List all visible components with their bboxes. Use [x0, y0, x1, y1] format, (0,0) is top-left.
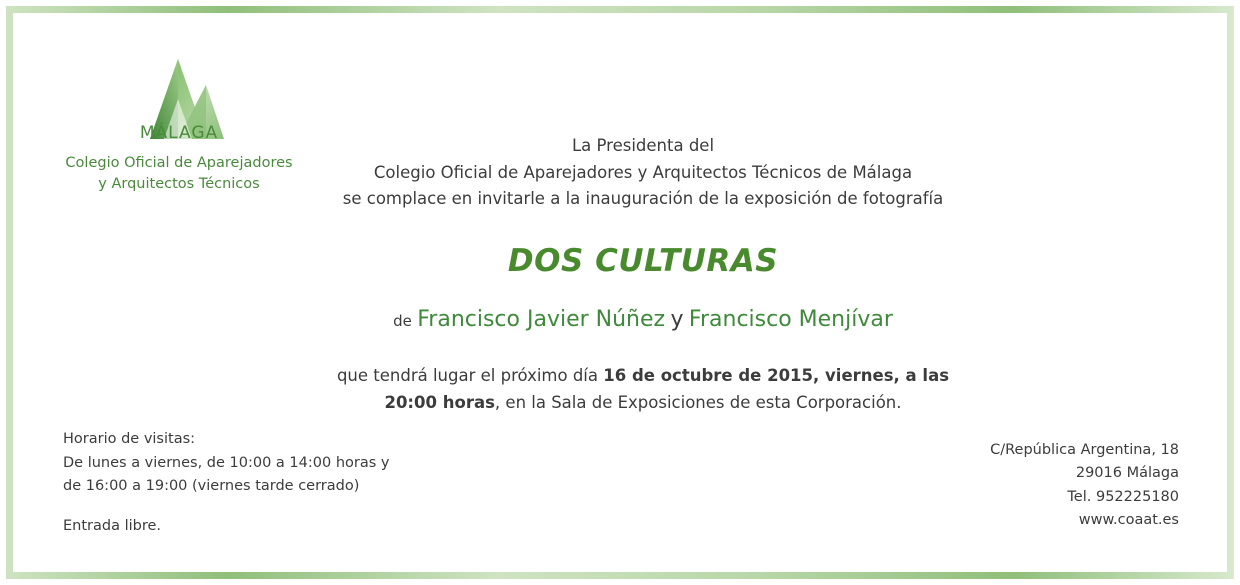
contact-city: 29016 Málaga	[1075, 465, 1179, 482]
logo-subtitle-line2: y Arquitectos Técnicos	[98, 176, 260, 193]
event-date-time: 16 de octubre de 2015, viernes, a las 20:00 horas	[384, 366, 950, 413]
contact-block	[990, 439, 1179, 532]
exhibition-title: DOS CULTURAS	[507, 243, 779, 280]
contact-phone: Tel. 952225180	[1067, 488, 1179, 505]
event-details-suffix: , en la Sala de Exposiciones de esta Corporación.	[494, 393, 902, 413]
logo-subtitle-line1: Colegio Oficial de Aparejadores	[65, 155, 293, 171]
author-name-2: Francisco Menjívar	[688, 307, 893, 333]
decorative-frame-border	[6, 6, 1234, 579]
authors-line	[313, 307, 973, 332]
logo-wordmark: MÁLAGA	[139, 123, 219, 143]
intro-line-1: La Presidenta del	[571, 136, 715, 155]
authors-conjunction: y	[670, 307, 684, 333]
visiting-hours-block	[63, 428, 389, 538]
free-entry-note: Entrada libre.	[63, 517, 162, 534]
intro-line-2: Colegio Oficial de Aparejadores y Arquitectos Técnicos de Málaga	[373, 162, 913, 182]
logo-subtitle	[39, 153, 319, 195]
authors-prefix: de	[393, 312, 412, 331]
invitation-body	[313, 133, 973, 417]
footer-spacer	[63, 499, 389, 515]
intro-line-3: se complace en invitarle a la inauguración de la exposición de fotografía	[342, 189, 944, 209]
contact-website[interactable]: www.coaat.es	[1078, 511, 1179, 528]
visiting-hours-title: Horario de visitas:	[63, 431, 196, 448]
card-content-area	[13, 13, 1227, 572]
visiting-hours-line-2: de 16:00 a 19:00 (viernes tarde cerrado)	[63, 478, 360, 495]
contact-address: C/República Argentina, 18	[990, 442, 1179, 459]
visiting-hours-line-1: De lunes a viernes, de 10:00 a 14:00 horas y	[63, 454, 390, 471]
author-name-1: Francisco Javier Núñez	[417, 307, 666, 333]
intro-paragraph	[313, 133, 973, 213]
event-details	[313, 362, 973, 416]
organization-logo	[39, 53, 319, 195]
event-details-prefix: que tendrá lugar el próximo día	[336, 366, 599, 386]
